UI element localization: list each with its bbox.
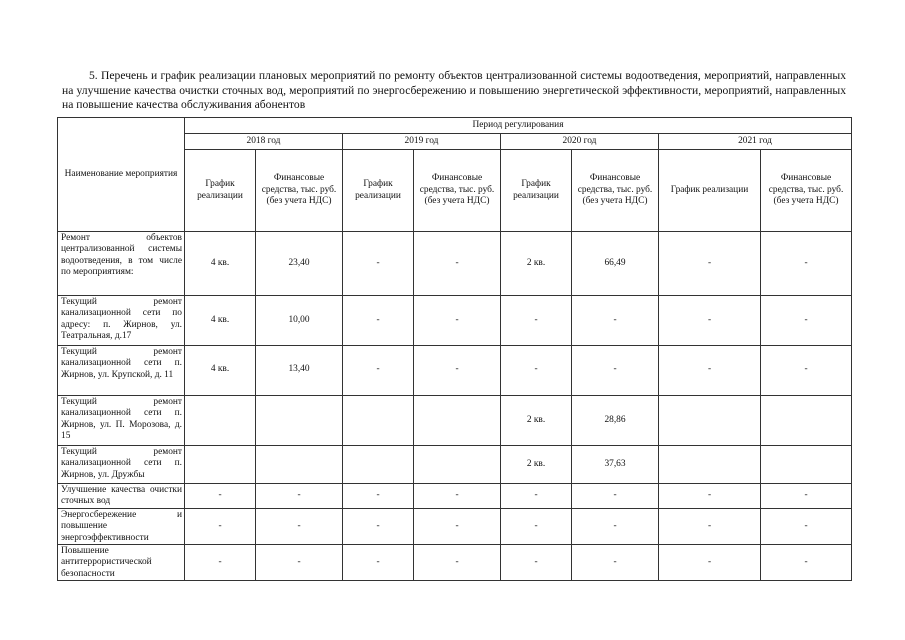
- schedule-cell: -: [659, 296, 761, 346]
- section-heading: 5. Перечень и график реализации плановых мероприятий по ремонту объектов централизованной системы водоотведения, мероприятий, направленных на улучшение качества очистки сточных вод, мероприятий по энергосбережению и повышению энергетической эффективности, мероприятий, направленных на повышение качества обслуживания абонентов: [62, 69, 846, 112]
- header-year-2020: 2020 год: [501, 134, 659, 150]
- schedule-cell: -: [185, 545, 256, 581]
- schedule-cell: -: [343, 545, 414, 581]
- finance-cell: -: [256, 545, 343, 581]
- finance-cell: -: [414, 484, 501, 509]
- header-finance: Финансовые средства, тыс. руб. (без учета НДС): [414, 150, 501, 232]
- schedule-cell: 4 кв.: [185, 232, 256, 296]
- schedule-cell: -: [343, 484, 414, 509]
- finance-cell: -: [414, 232, 501, 296]
- schedule-cell: [343, 446, 414, 484]
- header-row-period: [58, 118, 852, 134]
- finance-cell: -: [761, 232, 852, 296]
- schedule-cell: -: [659, 545, 761, 581]
- schedule-cell: 4 кв.: [185, 346, 256, 396]
- schedule-cell: 4 кв.: [185, 296, 256, 346]
- schedule-cell: -: [501, 508, 572, 544]
- finance-cell: -: [572, 545, 659, 581]
- schedule-cell: -: [659, 508, 761, 544]
- finance-cell: -: [761, 484, 852, 509]
- plan-table-body: [58, 232, 852, 581]
- schedule-cell: -: [185, 484, 256, 509]
- schedule-cell: [659, 396, 761, 446]
- header-finance: Финансовые средства, тыс. руб. (без учета НДС): [256, 150, 343, 232]
- measure-name-cell: Текущий ремонт канализационной сети п. Жирнов, ул. Крупской, д. 11: [58, 346, 185, 396]
- finance-cell: 10,00: [256, 296, 343, 346]
- finance-cell: -: [414, 508, 501, 544]
- finance-cell: -: [414, 296, 501, 346]
- schedule-cell: -: [185, 508, 256, 544]
- table-row: [58, 545, 852, 581]
- schedule-cell: [343, 396, 414, 446]
- finance-cell: 28,86: [572, 396, 659, 446]
- header-year-2019: 2019 год: [343, 134, 501, 150]
- finance-cell: 13,40: [256, 346, 343, 396]
- schedule-cell: -: [343, 296, 414, 346]
- table-row: [58, 446, 852, 484]
- header-finance: Финансовые средства, тыс. руб. (без учета НДС): [572, 150, 659, 232]
- finance-cell: 37,63: [572, 446, 659, 484]
- schedule-cell: -: [501, 545, 572, 581]
- finance-cell: [414, 446, 501, 484]
- finance-cell: -: [761, 545, 852, 581]
- finance-cell: -: [414, 346, 501, 396]
- header-period: Период регулирования: [185, 118, 852, 134]
- finance-cell: -: [572, 296, 659, 346]
- table-row: [58, 484, 852, 509]
- finance-cell: -: [761, 296, 852, 346]
- finance-cell: -: [414, 545, 501, 581]
- measure-name-cell: Улучшение качества очистки сточных вод: [58, 484, 185, 509]
- finance-cell: -: [572, 484, 659, 509]
- schedule-cell: -: [501, 296, 572, 346]
- header-finance: Финансовые средства, тыс. руб. (без учета НДС): [761, 150, 852, 232]
- schedule-cell: 2 кв.: [501, 396, 572, 446]
- finance-cell: -: [256, 484, 343, 509]
- measure-name-cell: Текущий ремонт канализационной сети п. Жирнов, ул. П. Морозова, д. 15: [58, 396, 185, 446]
- measure-name-cell: Текущий ремонт канализационной сети п. Жирнов, ул. Дружбы: [58, 446, 185, 484]
- header-schedule: График реализации: [343, 150, 414, 232]
- finance-cell: 23,40: [256, 232, 343, 296]
- finance-cell: -: [761, 346, 852, 396]
- table-row: [58, 396, 852, 446]
- header-measure-name: Наименование мероприятия: [58, 118, 185, 232]
- schedule-cell: -: [343, 232, 414, 296]
- measure-name-cell: Текущий ремонт канализационной сети по адресу: п. Жирнов, ул. Театральная, д.17: [58, 296, 185, 346]
- header-year-2018: 2018 год: [185, 134, 343, 150]
- schedule-cell: [659, 446, 761, 484]
- measure-name-cell: Ремонт объектов централизованной системы водоотведения, в том числе по мероприятиям:: [58, 232, 185, 296]
- finance-cell: -: [256, 508, 343, 544]
- table-row: [58, 296, 852, 346]
- finance-cell: -: [572, 508, 659, 544]
- header-schedule: График реализации: [185, 150, 256, 232]
- finance-cell: [761, 446, 852, 484]
- finance-cell: -: [761, 508, 852, 544]
- finance-cell: 66,49: [572, 232, 659, 296]
- measure-name-cell: Энергосбережение и повышение энергоэффективности: [58, 508, 185, 544]
- schedule-cell: -: [343, 346, 414, 396]
- table-row: [58, 508, 852, 544]
- measure-name-cell: Повышение антитеррористической безопасности: [58, 545, 185, 581]
- finance-cell: [414, 396, 501, 446]
- table-row: [58, 346, 852, 396]
- schedule-cell: -: [659, 232, 761, 296]
- schedule-cell: -: [659, 346, 761, 396]
- schedule-cell: 2 кв.: [501, 232, 572, 296]
- header-schedule: График реализации: [659, 150, 761, 232]
- schedule-cell: -: [501, 346, 572, 396]
- schedule-cell: -: [501, 484, 572, 509]
- schedule-cell: 2 кв.: [501, 446, 572, 484]
- schedule-cell: -: [659, 484, 761, 509]
- schedule-cell: [185, 446, 256, 484]
- schedule-cell: -: [343, 508, 414, 544]
- header-year-2021: 2021 год: [659, 134, 852, 150]
- table-row: [58, 232, 852, 296]
- finance-cell: -: [572, 346, 659, 396]
- header-schedule: График реализации: [501, 150, 572, 232]
- finance-cell: [256, 396, 343, 446]
- finance-cell: [256, 446, 343, 484]
- schedule-cell: [185, 396, 256, 446]
- plan-table: [57, 117, 852, 581]
- finance-cell: [761, 396, 852, 446]
